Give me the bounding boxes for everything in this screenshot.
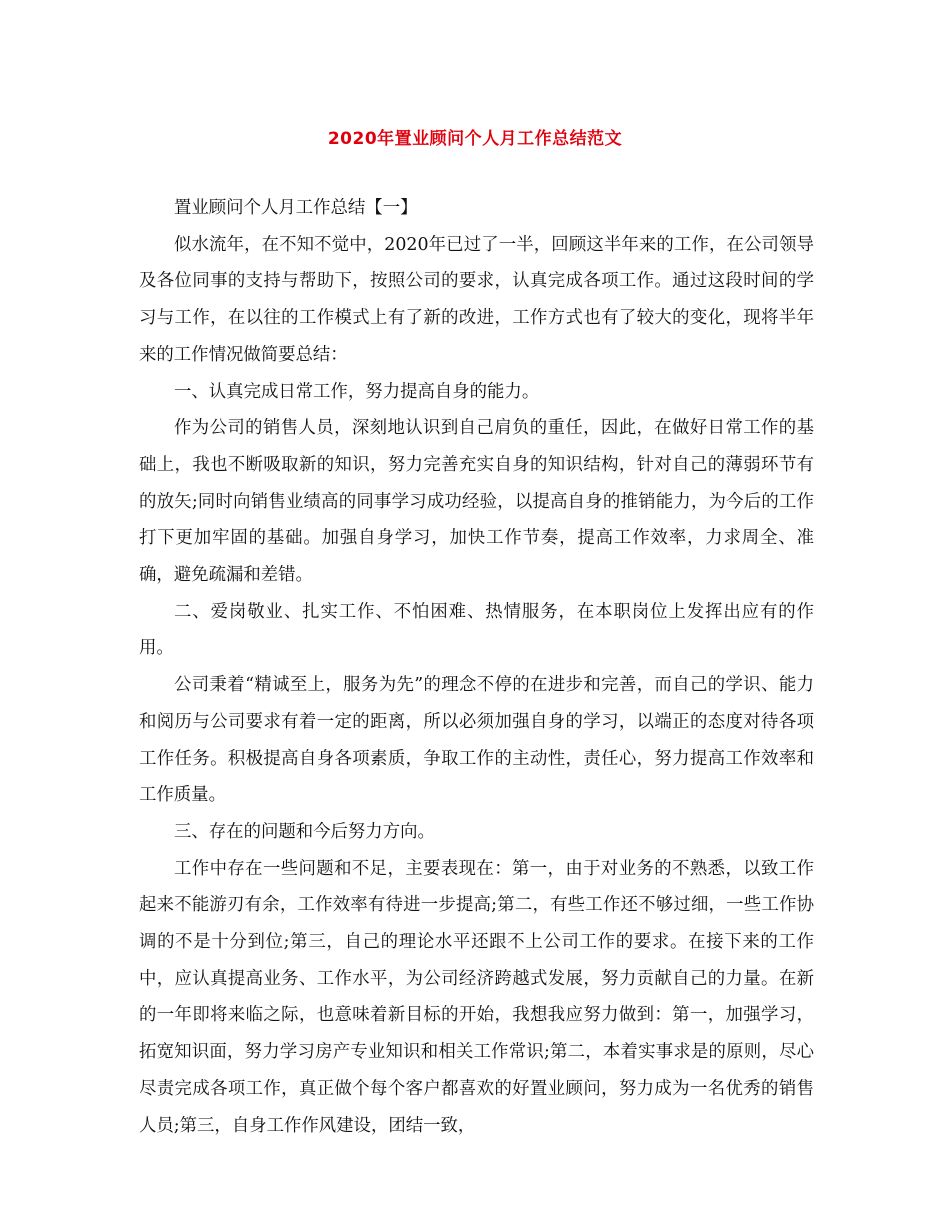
section-heading: 置业顾问个人月工作总结【一】 <box>174 198 418 218</box>
body-paragraph: 似水流年，在不知不觉中，2020年已过了一半，回顾这半年来的工作，在公司领导及各位同事的支持与帮助下，按照公司的要求，认真完成各项工作。通过这段时间的学习与工作，在以往的工作模式上有了新的改进，工作方式也有了较大的变化，现将半年来的工作情况做简要总结： <box>139 234 814 365</box>
list-heading: 一、认真完成日常工作，努力提高自身的能力。 <box>174 381 540 402</box>
list-heading: 三、存在的问题和今后努力方向。 <box>174 821 435 842</box>
list-heading: 二、爱岗敬业、扎实工作、不怕困难、热情服务，在本职岗位上发挥出应有的作用。 <box>139 601 814 659</box>
body-paragraph: 工作中存在一些问题和不足，主要表现在：第一，由于对业务的不熟悉，以致工作起来不能游刃有余，工作效率有待进一步提高;第二，有些工作还不够过细，一些工作协调的不是十分到位;第三，自己的理论水平还跟不上公司工作的要求。在接下来的工作中，应认真提高业务、工作水平，为公司经济跨越式发展，努力贡献自己的力量。在新的一年即将来临之际，也意味着新目标的开始，我想我应努力做到：第一，加强学习，拓宽知识面，努力学习房产专业知识和相关工作常识;第二，本着实事求是的原则，尽心尽责完成各项工作，真正做个每个客户都喜欢的好置业顾问，努力成为一名优秀的销售人员;第三，自身工作作风建设，团结一致， <box>139 858 814 1136</box>
body-paragraph: 作为公司的销售人员，深刻地认识到自己肩负的重任，因此，在做好日常工作的基础上，我也不断吸取新的知识，努力完善充实自身的知识结构，针对自己的薄弱环节有的放矢;同时向销售业绩高的同事学习成功经验，以提高自身的推销能力，为今后的工作打下更加牢固的基础。加强自身学习，加快工作节奏，提高工作效率，力求周全、准确，避免疏漏和差错。 <box>139 418 814 586</box>
document-title: 2020年置业顾问个人月工作总结范文 <box>327 129 623 149</box>
document-body <box>139 190 814 1144</box>
body-paragraph: 公司秉着“精诚至上，服务为先”的理念不停的在进步和完善，而自己的学识、能力和阅历与公司要求有着一定的距离，所以必须加强自身的学习，以端正的态度对待各项工作任务。积极提高自身各项素质，争取工作的主动性，责任心，努力提高工作效率和工作质量。 <box>139 675 814 806</box>
